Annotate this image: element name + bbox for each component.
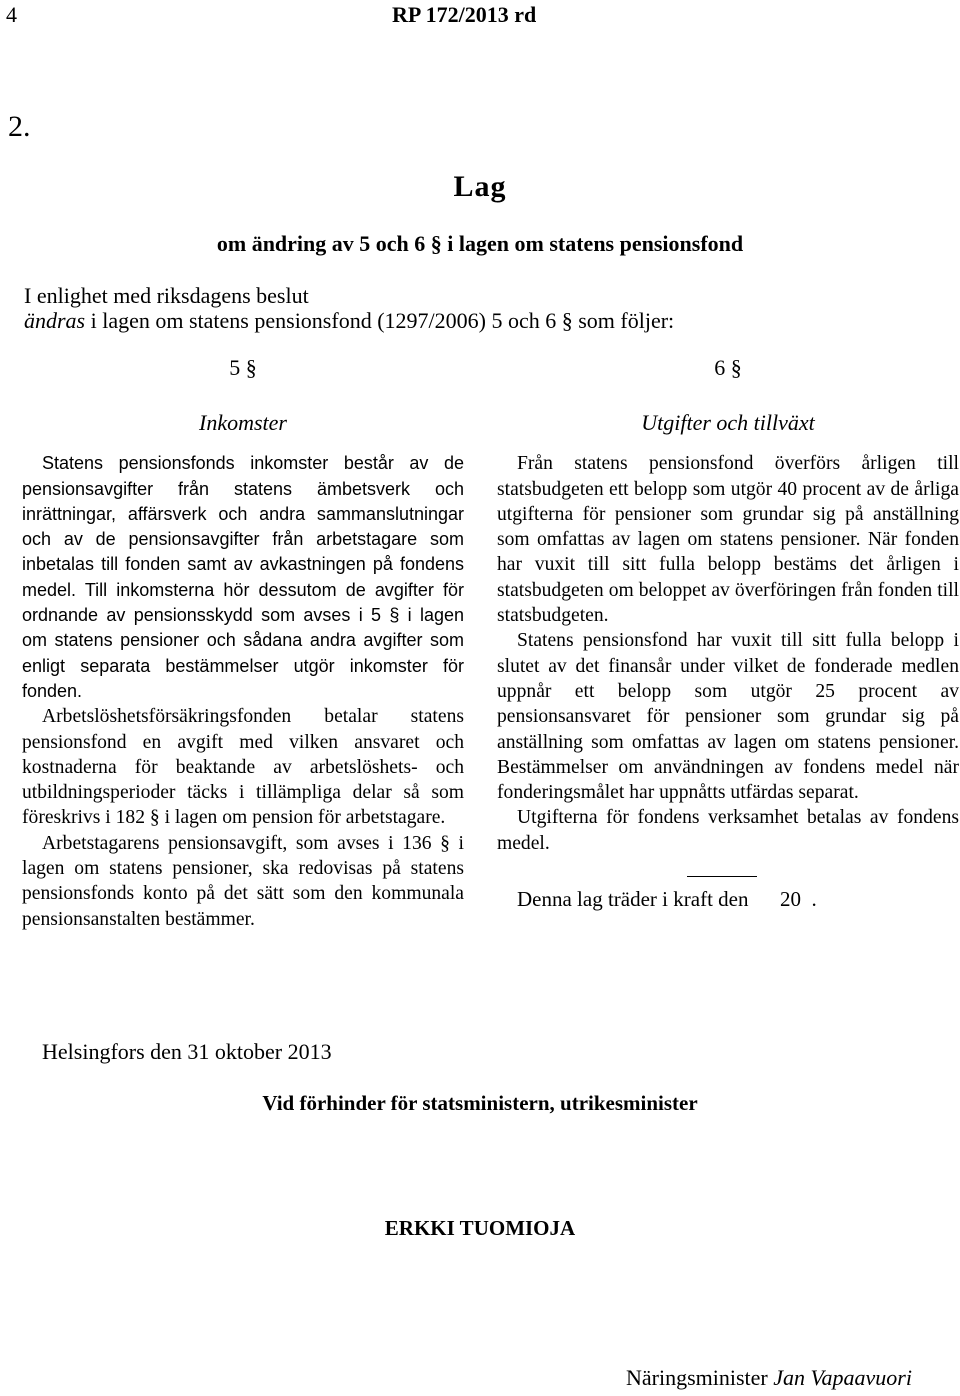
enacting-clause: [24, 283, 674, 333]
enacting-clause-emphasis: ändras: [24, 308, 86, 333]
entry-into-force: Denna lag träder i kraft den 20 .: [517, 887, 817, 912]
section-number: 5 §: [229, 355, 257, 380]
section-paragraph: Statens pensionsfonds inkomster består av de pensionsavgifter från statens ämbetsverk och inrättningar, affärsverk och andra sammanslutningar och av de pensionsavgifter från arbetstagare som inbetalas till fonden samt av avkastningen på fondens medel. Till inkomsterna hör dessutom de avgifter för ordnande av pensionsskydd som avses i 5 § i lagen om statens pensioner och sådana andra avgifter som enligt separata bestämmelser utgör inkomster för fonden.: [22, 453, 464, 701]
minister-name: Jan Vapaavuori: [773, 1365, 912, 1390]
enacting-clause-line-2: [24, 308, 674, 333]
divider-rule: [687, 876, 757, 877]
countersignature: [626, 1365, 912, 1391]
signer-capacity: Vid förhinder för statsministern, utrikesminister: [262, 1091, 698, 1115]
act-title: Lag: [453, 170, 507, 203]
document-reference: RP 172/2013 rd: [392, 2, 537, 27]
place-and-date: Helsingfors den 31 oktober 2013: [42, 1039, 332, 1064]
section-paragraph: Arbetstagarens pensionsavgift, som avses i 136 § i lagen om statens pensioner, ska redovisas på statens pensionsfonds konto på det sätt som den kommunala pensionsanstalten bestämmer.: [22, 832, 464, 930]
left-column: [22, 355, 464, 932]
section-heading: Utgifter och tillväxt: [641, 410, 815, 435]
section-paragraph: Från statens pensionsfond överförs årligen till statsbudgeten ett belopp som utgör 40 procent av de årliga utgifterna för pensioner som grundar sig på anställning som omfattas av lagen om statens pensioner. När fonden har vuxit till sitt fulla belopp bestäms det årligen i statsbudgeten om beloppet av överföringen från fonden till statsbudgeten.: [497, 453, 959, 627]
section-paragraph: Arbetslöshetsförsäkringsfonden betalar statens pensionsfond en avgift med vilken ansvaret och kostnaderna för beaktande av arbetslöshets- och utbildningsperioder täcks i tillämpliga delar så som föreskrivs i 182 § i lagen om pension för arbetstagare.: [22, 706, 464, 829]
act-number: 2.: [8, 110, 31, 143]
section-number: 6 §: [714, 355, 742, 380]
signer-name: ERKKI TUOMIOJA: [384, 1216, 576, 1240]
section-paragraph: Statens pensionsfond har vuxit till sitt fulla belopp i slutet av det finansår under vilket de fonderade medlen uppnår ett belopp som utgör 25 procent av pensionsansvaret för pensioner som grundar sig på anställning som omfattas av lagen om statens pensioner. Bestämmelser om användningen av fondens medel när fonderingsmålet har uppnåtts utfärdas separat.: [497, 630, 959, 804]
page-number: 4: [6, 2, 17, 27]
section-heading: Inkomster: [199, 410, 287, 435]
section-paragraph: Utgifterna för fondens verksamhet betalas av fondens medel.: [497, 807, 959, 854]
minister-title: Näringsminister: [626, 1365, 774, 1390]
enacting-clause-rest: i lagen om statens pensionsfond (1297/2006) 5 och 6 § som följer:: [85, 308, 675, 333]
act-subtitle: om ändring av 5 och 6 § i lagen om statens pensionsfond: [216, 231, 744, 256]
enacting-clause-line-1: I enlighet med riksdagens beslut: [24, 283, 309, 308]
right-column: [497, 355, 959, 912]
